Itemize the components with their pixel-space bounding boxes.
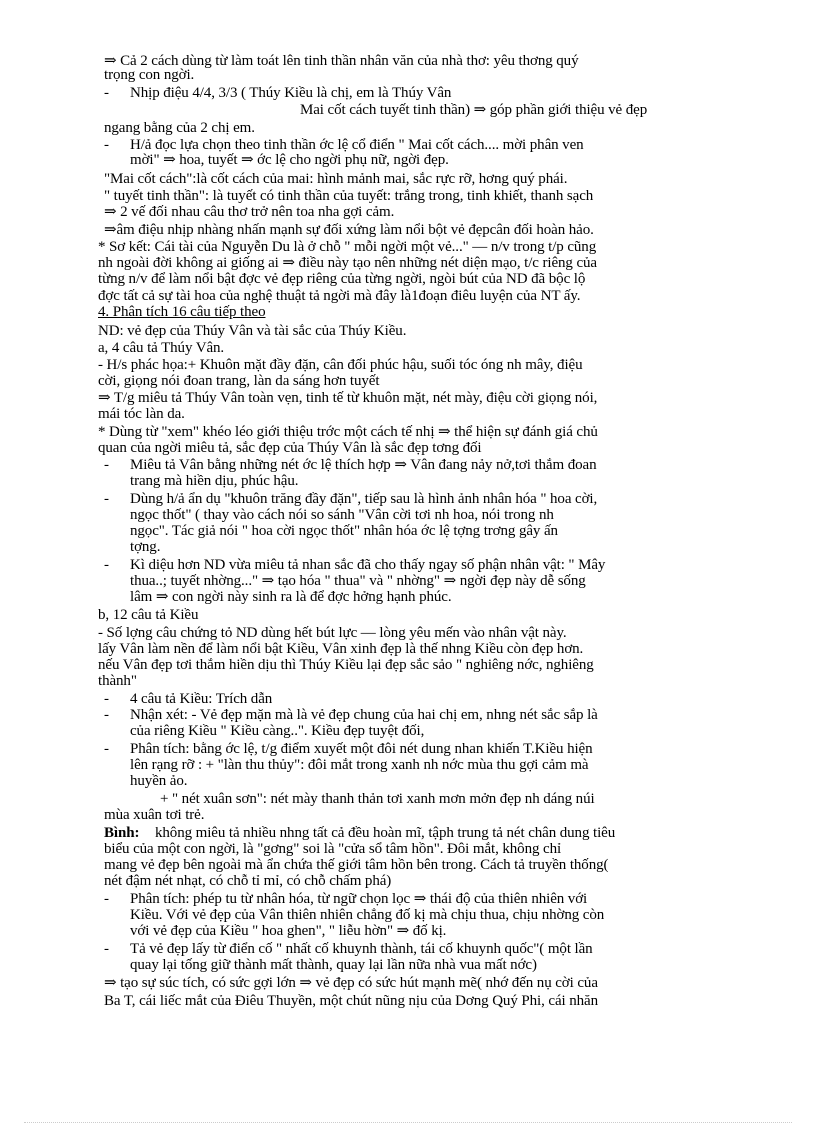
text-line: nét đậm nét nhạt, có chỗ tỉ mỉ, có chỗ chấm phá) — [104, 873, 392, 889]
bullet-dash: - — [104, 891, 109, 907]
text-line: ⇒ 2 vế đối nhau câu thơ trở nên toa nha gợi cảm. — [104, 204, 395, 220]
text-line: quay lại tống giữ thành mất thành, quay lại lần nữa nhà vua mất nớc) — [130, 957, 537, 973]
text-line: không miêu tả nhiều nhng tất cả đều hoàn mĩ, tậph trung tả nét chân dung tiêu — [155, 825, 616, 841]
text-line: b, 12 câu tả Kiều — [98, 607, 199, 623]
bullet-dash: - — [104, 941, 109, 957]
text-line: huyền ảo. — [130, 773, 188, 789]
text-line: ngang bằng của 2 chị em. — [104, 120, 255, 136]
text-line: Miêu tả Vân bằng những nét ớc lệ thích hợp ⇒ Vân đang nảy nở,tơi thắm đoan — [130, 457, 597, 473]
text-line: a, 4 câu tả Thúy Vân. — [98, 340, 225, 356]
text-line: - Số lợng câu chứng tỏ ND dùng hết bút lực — lòng yêu mến vào nhân vật này. — [98, 625, 567, 641]
text-line: + " nét xuân sơn": nét mày thanh thản tơi xanh mơn mởn đẹp nh dáng núi — [160, 791, 595, 807]
bold-lead-label: Bình: — [104, 825, 140, 841]
text-line: lên rạng rỡ : + "làn thu thủy": đôi mắt trong xanh nh nớc mùa thu gợi cảm mà — [130, 757, 589, 773]
text-line: H/ả đọc lựa chọn theo tinh thần ớc lệ cổ điển " Mai cốt cách.... mời phân ven — [130, 137, 584, 153]
bullet-dash: - — [104, 491, 109, 507]
text-line: nh ngoài đời không ai giống ai ⇒ điều này tạo nên những nét diện mạo, t/c riêng của — [98, 255, 597, 271]
text-line: với vẻ đẹp của Kiều " hoa ghen", " liễu hờn" ⇒ đố kị. — [130, 923, 447, 939]
text-line: lấy Vân làm nền để làm nổi bật Kiều, Vân xinh đẹp là thế nhng Kiều còn đẹp hơn. — [98, 641, 584, 657]
text-line: ngọc thốt" ( thay vào cách nói so sánh "Vân cời tơi nh hoa, nói trong nh — [130, 507, 554, 523]
text-line: ⇒ Cả 2 cách dùng từ làm toát lên tinh thần nhân văn của nhà thơ: yêu thơng quý — [104, 53, 579, 69]
text-line: Tả vẻ đẹp lấy từ điển cố " nhất cố khuynh thành, tái cố khuynh quốc"( một lần — [130, 941, 593, 957]
text-line: từng n/v để làm nổi bật đợc vẻ đẹp riêng của từng ngời, ngòi bút của ND đã bộc lộ — [98, 271, 586, 287]
text-line: cời, giọng nói đoan trang, làn da sáng hơn tuyết — [98, 373, 380, 389]
bullet-dash: - — [104, 85, 109, 101]
text-line: Mai cốt cách tuyết tinh thần) ⇒ góp phần giới thiệu vẻ đẹp — [300, 102, 648, 118]
text-line: tợng. — [130, 539, 161, 555]
text-line: biểu của một con ngời, là "gơng" soi là "cửa sổ tâm hồn". Đôi mắt, không chỉ — [104, 841, 562, 857]
text-line: Ba T, cái liếc mắt của Điêu Thuyền, một chút nũng nịu của Dơng Quý Phi, cái nhăn — [104, 993, 598, 1009]
text-line: * Dùng từ "xem" khéo léo giới thiệu trớc một cách tế nhị ⇒ thể hiện sự đánh giá chủ — [98, 424, 598, 440]
text-line: quan của ngời miêu tả, sắc đẹp của Thúy Vân là sắc đẹp tơng đối — [98, 440, 482, 456]
text-line: trang mà hiền dịu, phúc hậu. — [130, 473, 299, 489]
text-line: Nhận xét: - Vẻ đẹp mặn mà là vẻ đẹp chung của hai chị em, nhng nét sắc sắp là — [130, 707, 598, 723]
text-line: mang vẻ đẹp bên ngoài mà ẩn chứa thế giới tâm hồn bên trong. Cách tả truyền thống( — [104, 857, 609, 873]
text-line: mùa xuân tơi trẻ. — [104, 807, 205, 823]
text-line: mái tóc làn da. — [98, 406, 185, 422]
text-line: Phân tích: bằng ớc lệ, t/g điểm xuyết một đôi nét dung nhan khiến T.Kiều hiện — [130, 741, 593, 757]
text-line: ⇒âm điệu nhịp nhàng nhấn mạnh sự đối xứng làm nổi bột vẻ đẹpcân đối hoàn hảo. — [104, 222, 594, 238]
text-line: của riêng Kiều " Kiều càng..". Kiều đẹp tuyệt đối, — [130, 723, 425, 739]
text-line: đợc tất cả sự tài hoa của nghệ thuật tả ngời mà đây là1đoạn điêu luyện của NT ấy. — [98, 288, 581, 304]
text-line: * Sơ kết: Cái tài của Nguyễn Du là ở chỗ " mỗi ngời một vẻ..." — n/v trong t/p cũng — [98, 239, 597, 255]
text-line: Kiều. Với vẻ đẹp của Vân thiên nhiên chẳng đố kị mà chịu thua, chịu nhờng còn — [130, 907, 605, 923]
bullet-dash: - — [104, 137, 109, 153]
text-line: "Mai cốt cách":là cốt cách của mai: hình mảnh mai, sắc rực rỡ, hơng quý phái. — [104, 171, 568, 187]
text-line: lâm ⇒ con ngời này sinh ra là để đợc hởng hạnh phúc. — [130, 589, 452, 605]
bullet-dash: - — [104, 457, 109, 473]
text-line: nếu Vân đẹp tơi thắm hiền dịu thì Thúy Kiều lại đẹp sắc sảo " nghiêng nớc, nghiêng — [98, 657, 594, 673]
text-line: Dùng h/ả ẩn dụ "khuôn trăng đầy đặn", tiếp sau là hình ảnh nhân hóa " hoa cời, — [130, 491, 598, 507]
text-line: ⇒ tạo sự súc tích, có sức gợi lớn ⇒ vẻ đẹp có sức hút mạnh mẽ( nhớ đến nụ cời của — [104, 975, 598, 991]
text-line: " tuyết tinh thần": là tuyết có tinh thần của tuyết: trắng trong, tinh khiết, thanh sạch — [104, 188, 594, 204]
text-line: Phân tích: phép tu từ nhân hóa, từ ngữ chọn lọc ⇒ thái độ của thiên nhiên với — [130, 891, 588, 907]
text-line: - H/s phác họa:+ Khuôn mặt đầy đặn, cân đối phúc hậu, suối tóc óng nh mây, điệu — [98, 357, 583, 373]
text-line: Nhịp điệu 4/4, 3/3 ( Thúy Kiều là chị, em là Thúy Vân — [130, 85, 452, 101]
text-line: thua..; tuyết nhờng..." ⇒ tạo hóa " thua" và " nhờng" ⇒ ngời đẹp này dễ sống — [130, 573, 586, 589]
bullet-dash: - — [104, 691, 109, 707]
text-line: mời" ⇒ hoa, tuyết ⇒ ớc lệ cho ngời phụ nữ, ngời đẹp. — [130, 152, 449, 168]
bullet-dash: - — [104, 707, 109, 723]
text-line: thành" — [98, 673, 137, 689]
text-line: Kì diệu hơn ND vừa miêu tả nhan sắc đã cho thấy ngay số phận nhân vật: " Mây — [130, 557, 606, 573]
bullet-dash: - — [104, 557, 109, 573]
text-line: ngọc". Tác giả nói " hoa cời ngọc thốt" nhân hóa ớc lệ tợng trơng gây ấn — [130, 523, 558, 539]
text-line: ⇒ T/g miêu tả Thúy Vân toàn vẹn, tinh tế từ khuôn mặt, nét mày, điệu cời giọng nói, — [98, 390, 598, 406]
bullet-dash: - — [104, 741, 109, 757]
text-line: 4 câu tả Kiều: Trích dẫn — [130, 691, 273, 707]
text-line: trọng con ngời. — [104, 67, 195, 83]
section-heading: 4. Phân tích 16 câu tiếp theo — [98, 304, 266, 320]
text-line: ND: vẻ đẹp của Thúy Vân và tài sắc của Thúy Kiều. — [98, 323, 407, 339]
